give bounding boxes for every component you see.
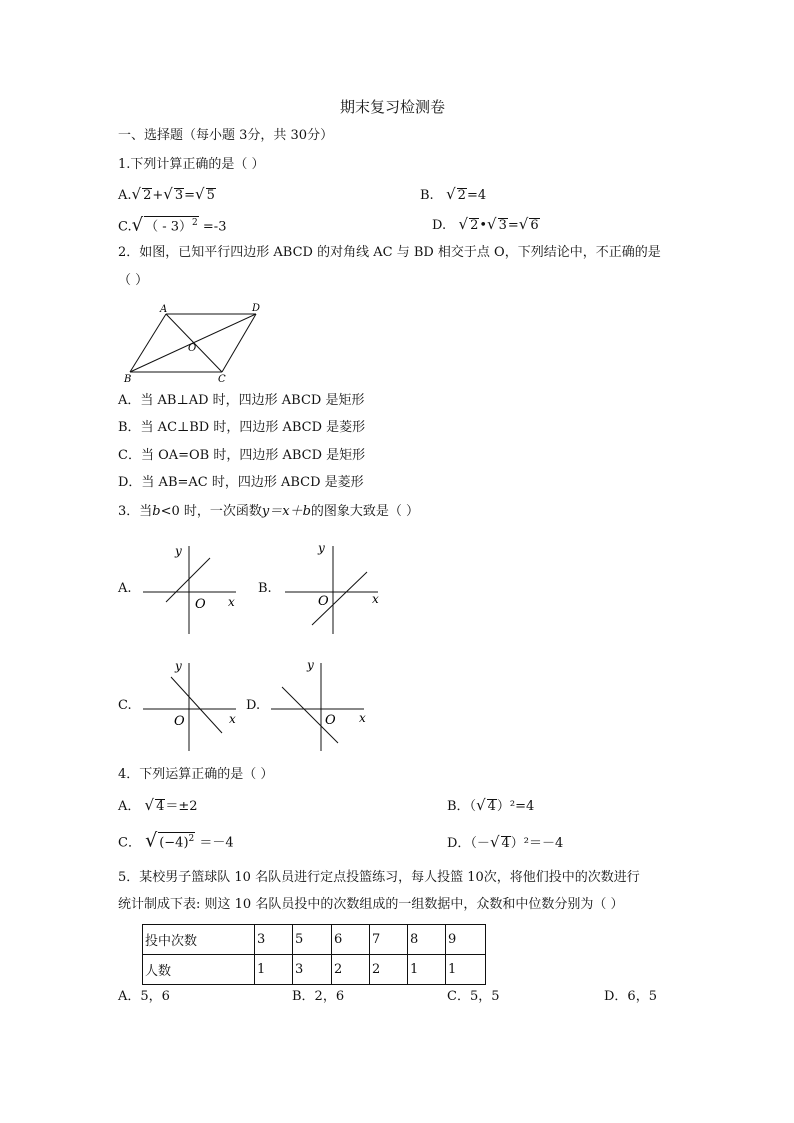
q4-stem: 4．下列运算正确的是（ ）	[118, 767, 274, 782]
table-cell: 3	[293, 955, 332, 985]
vertex-label-a: A	[160, 304, 168, 315]
table-cell: 1	[408, 955, 446, 985]
q5-stem-line1: 5．某校男子篮球队 10 名队员进行定点投篮练习，每人投篮 10次，将他们投中的次数进行	[118, 870, 640, 885]
q2-answer-paren: （ ）	[118, 273, 149, 288]
q1-option-b: B. √ 2=4	[420, 185, 487, 203]
expression: ）²=4	[496, 799, 535, 814]
q5-option-a: A．5，6	[118, 989, 170, 1004]
origin-label: O	[325, 713, 336, 728]
parallelogram-figure	[118, 298, 268, 388]
x-axis-label: x	[228, 595, 235, 609]
expression: =-3	[198, 219, 227, 235]
radicand: 3	[498, 218, 507, 233]
q4-option-a: A． √ 4＝±2	[118, 796, 198, 814]
expression: ＝±2	[165, 799, 198, 814]
radicand: 4	[156, 799, 165, 814]
q3-option-d-label: D.	[246, 698, 261, 713]
expression: =4	[466, 188, 487, 203]
q3-graph-a	[138, 538, 248, 638]
radicand	[144, 216, 199, 233]
option-label: D．（－	[447, 836, 490, 851]
x-axis-label: x	[359, 711, 366, 725]
origin-label: O	[174, 714, 185, 729]
q5-option-b: B．2，6	[292, 989, 345, 1004]
y-axis-label: y	[318, 541, 325, 555]
q3-option-b-label: B.	[258, 581, 272, 596]
function-expression: y＝x＋b	[261, 504, 311, 519]
q1-stem: 1.下列计算正确的是（ ）	[118, 157, 265, 172]
table-row-header: 投中次数	[143, 925, 255, 955]
radicand: 3	[174, 188, 184, 203]
q3-option-c-label: C.	[118, 698, 132, 713]
table-cell: 5	[293, 925, 332, 955]
table-cell: 1	[446, 955, 486, 985]
operator: •	[479, 218, 488, 233]
radicand-base: （ - 3）	[145, 219, 193, 235]
stem-text: <0 时，一次函数	[160, 504, 262, 519]
q4-option-d: D．（－√ 4）²＝－4	[447, 833, 564, 851]
option-label: D.	[432, 218, 447, 233]
radicand: 4	[501, 836, 510, 851]
q2-option-a: A．当 AB⊥AD 时，四边形 ABCD 是矩形	[118, 393, 365, 408]
radicand: 2	[470, 218, 479, 233]
q3-graph-c	[138, 655, 248, 755]
q3-graph-d	[266, 655, 376, 755]
q5-option-c: C．5，5	[447, 989, 500, 1004]
radicand	[158, 832, 195, 849]
operator: =	[507, 218, 519, 233]
stem-text: 的图象大致是（ ）	[310, 504, 420, 519]
y-axis-label: y	[307, 658, 314, 672]
table-cell: 7	[370, 925, 408, 955]
operator: =	[184, 188, 196, 203]
page-title: 期末复习检测卷	[340, 98, 446, 116]
vertex-label-b: B	[124, 374, 132, 385]
option-label: C．	[118, 835, 141, 851]
expression: ＝－4	[199, 835, 234, 851]
y-axis-label: y	[175, 544, 182, 558]
table-row	[143, 925, 486, 955]
radicand: 2	[457, 188, 466, 203]
q1-option-d: D. √ 2•√ 3=√ 6	[432, 215, 539, 233]
option-label: A．	[118, 799, 141, 814]
table-row	[143, 955, 486, 985]
q5-stem-line2: 统计制成下表: 则这 10 名队员投中的次数组成的一组数据中，众数和中位数分别为（ ）	[118, 897, 624, 912]
x-axis-label: x	[229, 712, 236, 726]
x-axis-label: x	[372, 592, 379, 606]
center-label-o: O	[188, 343, 197, 354]
q4-option-b: B．（√ 4）²=4	[447, 796, 535, 814]
radicand-base: (−4)	[159, 835, 189, 851]
table-cell: 3	[255, 925, 293, 955]
section-heading: 一、选择题（每小题 3分，共 30分）	[118, 128, 334, 143]
table-cell: 9	[446, 925, 486, 955]
q1-option-c: C.√ （ - 3）$^2$ =-3	[118, 214, 227, 236]
radicand: 4	[487, 799, 496, 814]
table-cell: 8	[408, 925, 446, 955]
y-axis-label: y	[175, 659, 182, 673]
origin-label: O	[195, 597, 206, 612]
q5-option-d: D．6，5	[604, 989, 657, 1004]
table-cell: 1	[255, 955, 293, 985]
vertex-label-d: D	[252, 303, 261, 314]
table-cell: 6	[332, 925, 370, 955]
expression: ）²＝－4	[510, 836, 564, 851]
radicand: 5	[206, 188, 215, 203]
radicand: 6	[530, 218, 539, 233]
q2-option-b: B．当 AC⊥BD 时，四边形 ABCD 是菱形	[118, 420, 366, 435]
option-label: B.	[420, 188, 434, 203]
option-label: C.	[118, 219, 132, 235]
q2-option-d: D．当 AB=AC 时，四边形 ABCD 是菱形	[118, 475, 364, 490]
radicand: 2	[143, 188, 152, 203]
q3-stem	[118, 504, 419, 520]
option-label: A.	[118, 188, 132, 203]
q2-option-c: C．当 OA=OB 时，四边形 ABCD 是矩形	[118, 448, 366, 463]
table-row-header: 人数	[143, 955, 255, 985]
frequency-table	[142, 924, 486, 985]
exponent: 2	[192, 218, 198, 228]
q3-option-a-label: A.	[118, 581, 132, 596]
operator: +	[152, 188, 164, 203]
table-cell: 2	[370, 955, 408, 985]
q2-stem: 2．如图，已知平行四边形 ABCD 的对角线 AC 与 BD 相交于点 O，下列结论中，不正确的是	[118, 245, 661, 260]
q1-option-a: A.√ 2+√ 3=√ 5	[118, 185, 215, 203]
stem-text: 3．当	[118, 504, 153, 519]
option-label: B．（	[447, 799, 477, 814]
vertex-label-c: C	[218, 374, 226, 385]
exponent: 2	[188, 834, 195, 844]
table-cell: 2	[332, 955, 370, 985]
q3-graph-b	[280, 538, 390, 638]
q4-option-c: C． √ $(-4)^2 =-4$	[118, 829, 234, 852]
variable: b	[152, 504, 161, 519]
origin-label: O	[318, 594, 329, 609]
